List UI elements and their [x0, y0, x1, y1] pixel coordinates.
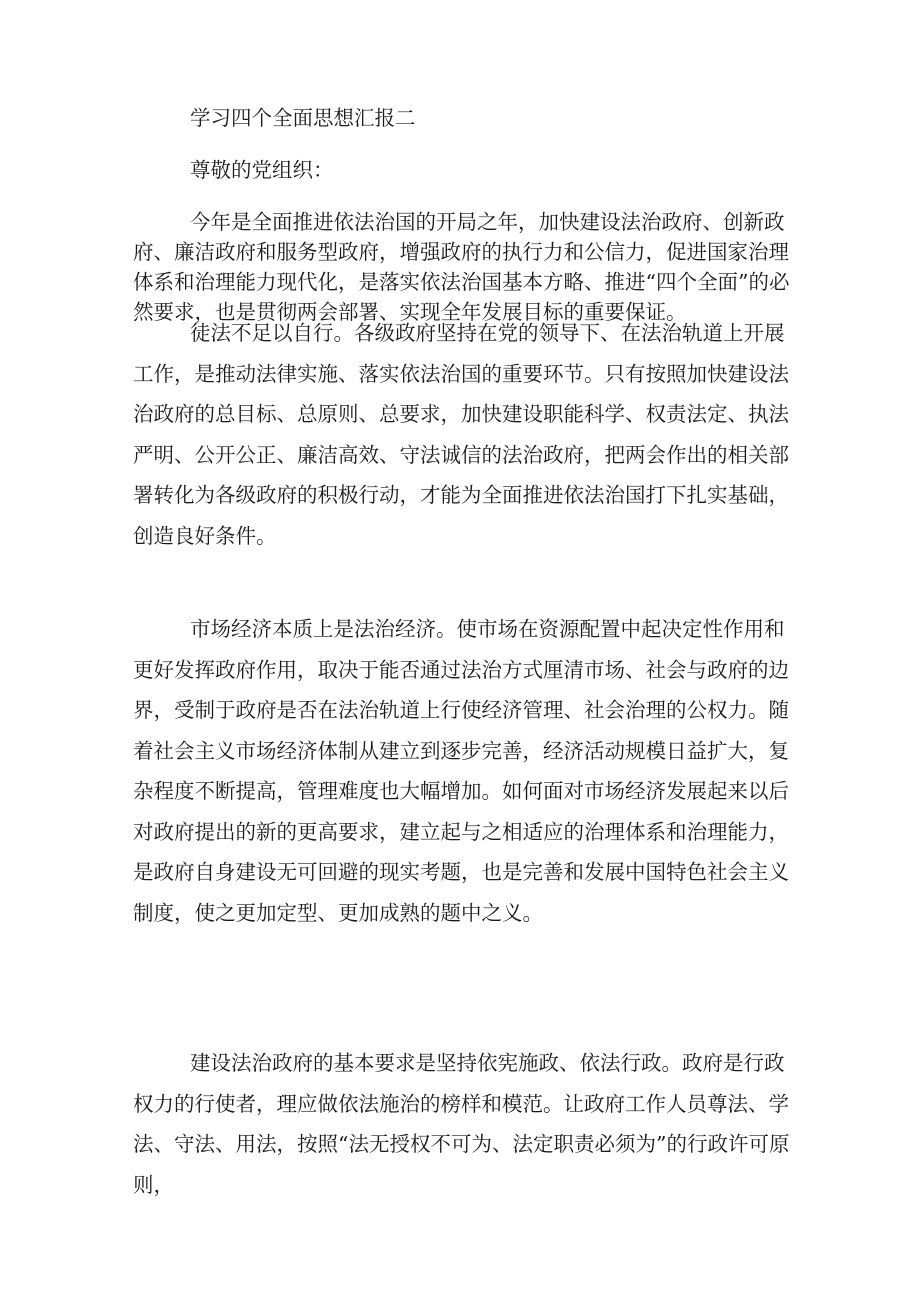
paragraph-3 — [133, 609, 803, 933]
paragraph-2 — [133, 313, 803, 556]
paragraph-4 — [133, 1043, 803, 1205]
paragraph-4-text: 建设法治政府的基本要求是坚持依宪施政、依法行政。政府是行政权力的行使者，理应做依法施治的榜样和模范。让政府工作人员尊法、学法、守法、用法，按照“法无授权不可为、法定职责必须为”的行政许可原则， — [133, 1051, 790, 1197]
paragraph-2-text: 徒法不足以自行。各级政府坚持在党的领导下、在法治轨道上开展工作，是推动法律实施、落实依法治国的重要环节。只有按照加快建设法治政府的总目标、总原则、总要求，加快建设职能科学、权责法定、执法严明、公开公正、廉洁高效、守法诚信的法治政府，把两会作出的相关部署转化为各级政府的积极行动，才能为全面推进依法治国打下扎实基础，创造良好条件。 — [133, 321, 789, 548]
paragraph-3-text: 市场经济本质上是法治经济。使市场在资源配置中起决定性作用和更好发挥政府作用，取决于能否通过法治方式厘清市场、社会与政府的边界，受制于政府是否在法治轨道上行使经济管理、社会治理的公权力。随着社会主义市场经济体制从建立到逐步完善，经济活动规模日益扩大，复杂程度不断提高，管理难度也大幅增加。如何面对市场经济发展起来以后对政府提出的新的更高要求，建立起与之相适应的治理体系和治理能力，是政府自身建设无可回避的现实考题，也是完善和发展中国特色社会主义制度，使之更加定型、更加成熟的题中之义。 — [133, 617, 789, 925]
paragraph-1-text: 今年是全面推进依法治国的开局之年，加快建设法治政府、创新政府、廉洁政府和服务型政府，增强政府的执行力和公信力，促进国家治理体系和治理能力现代化，是落实依法治国基本方略、推进“四个全面”的必然要求，也是贯彻两会部署、实现全年发展目标的重要保证。 — [133, 210, 790, 324]
document-title: 学习四个全面思想汇报二 — [190, 106, 416, 130]
paragraph-1 — [133, 207, 803, 327]
salutation: 尊敬的党组织： — [190, 158, 334, 182]
